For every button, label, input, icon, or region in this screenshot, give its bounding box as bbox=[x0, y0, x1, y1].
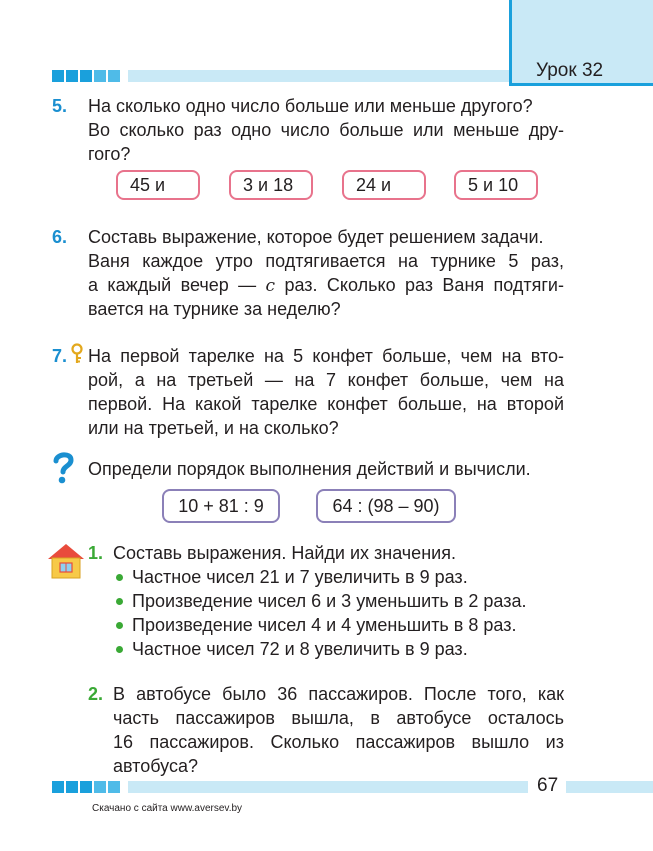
header-square bbox=[66, 70, 78, 82]
footer-square bbox=[80, 781, 92, 793]
task7-number: 7. bbox=[52, 346, 68, 366]
task7-line: первой. На какой тарелке конфет больше, на второй bbox=[88, 394, 564, 414]
list-item: Произведение чисел 4 и 4 уменьшить в 8 раз. bbox=[132, 615, 517, 635]
task6-number: 6. bbox=[52, 227, 68, 247]
task6-line: Составь выражение, которое будет решением задачи. bbox=[88, 227, 544, 247]
header-square bbox=[52, 70, 64, 82]
task6-line3-start: а каждый вечер — bbox=[88, 275, 257, 295]
page-number: 67 bbox=[537, 775, 559, 796]
hw2-line: автобуса? bbox=[113, 756, 198, 776]
bullet bbox=[116, 646, 123, 653]
task6-line: вается на турнике за неделю? bbox=[88, 299, 341, 319]
task7-line: На первой тарелке на 5 конфет больше, чем на вто- bbox=[88, 346, 564, 366]
hw2-line: В автобусе было 36 пассажиров. После того, как bbox=[113, 684, 564, 704]
list-item: Частное чисел 72 и 8 увеличить в 9 раз. bbox=[132, 639, 468, 659]
footer-square bbox=[66, 781, 78, 793]
house-icon bbox=[47, 542, 85, 585]
hw1-number: 1. bbox=[88, 543, 104, 563]
source-note: Скачано с сайта www.aversev.by bbox=[92, 803, 243, 814]
hw2-line: 16 пассажиров. Сколько пассажиров вышло из bbox=[113, 732, 564, 752]
hw2-number: 2. bbox=[88, 684, 104, 704]
list-item: Произведение чисел 6 и 3 уменьшить в 2 раза. bbox=[132, 591, 527, 611]
task7-line: или на третьей, и на сколько? bbox=[88, 418, 339, 438]
task5-line: гого? bbox=[88, 144, 131, 164]
expression-box: 10 + 81 : 9 bbox=[162, 489, 280, 523]
task7-line: рой, а на третьей — на 7 конфет больше, чем на bbox=[88, 370, 564, 390]
footer-bar bbox=[566, 781, 653, 793]
number-pair: 3 и 18 bbox=[229, 170, 313, 200]
variable-c: c bbox=[265, 276, 276, 296]
footer-square bbox=[108, 781, 120, 793]
hw1-title: Составь выражения. Найди их значения. bbox=[113, 543, 456, 563]
task5-number: 5. bbox=[52, 96, 68, 116]
task6-line bbox=[88, 274, 564, 298]
task6-line: Ваня каждое утро подтягивается на турнике 5 раз, bbox=[88, 251, 564, 271]
task5-line: Во сколько раз одно число больше или меньше дру- bbox=[88, 120, 564, 140]
list-item: Частное чисел 21 и 7 увеличить в 9 раз. bbox=[132, 567, 468, 587]
header-square bbox=[108, 70, 120, 82]
header-square bbox=[94, 70, 106, 82]
bullet bbox=[116, 622, 123, 629]
footer-square bbox=[52, 781, 64, 793]
footer-square bbox=[94, 781, 106, 793]
task5-line: На сколько одно число больше или меньше другого? bbox=[88, 96, 533, 116]
question-icon bbox=[50, 451, 76, 490]
lesson-title: Урок 32 bbox=[536, 60, 604, 81]
number-pair: 5 и 10 bbox=[454, 170, 538, 200]
number-pair: 45 и bbox=[116, 170, 200, 200]
key-icon bbox=[69, 343, 85, 370]
bullet bbox=[116, 598, 123, 605]
question-text: Определи порядок выполнения действий и вычисли. bbox=[88, 459, 531, 479]
footer-bar bbox=[128, 781, 528, 793]
bullet bbox=[116, 574, 123, 581]
header-square bbox=[80, 70, 92, 82]
header-bar bbox=[128, 70, 510, 82]
task6-line3-end: раз. Сколько раз Ваня подтяги- bbox=[284, 275, 564, 295]
number-pair: 24 и bbox=[342, 170, 426, 200]
expression-box: 64 : (98 – 90) bbox=[316, 489, 456, 523]
hw2-line: часть пассажиров вышла, в автобусе осталось bbox=[113, 708, 564, 728]
